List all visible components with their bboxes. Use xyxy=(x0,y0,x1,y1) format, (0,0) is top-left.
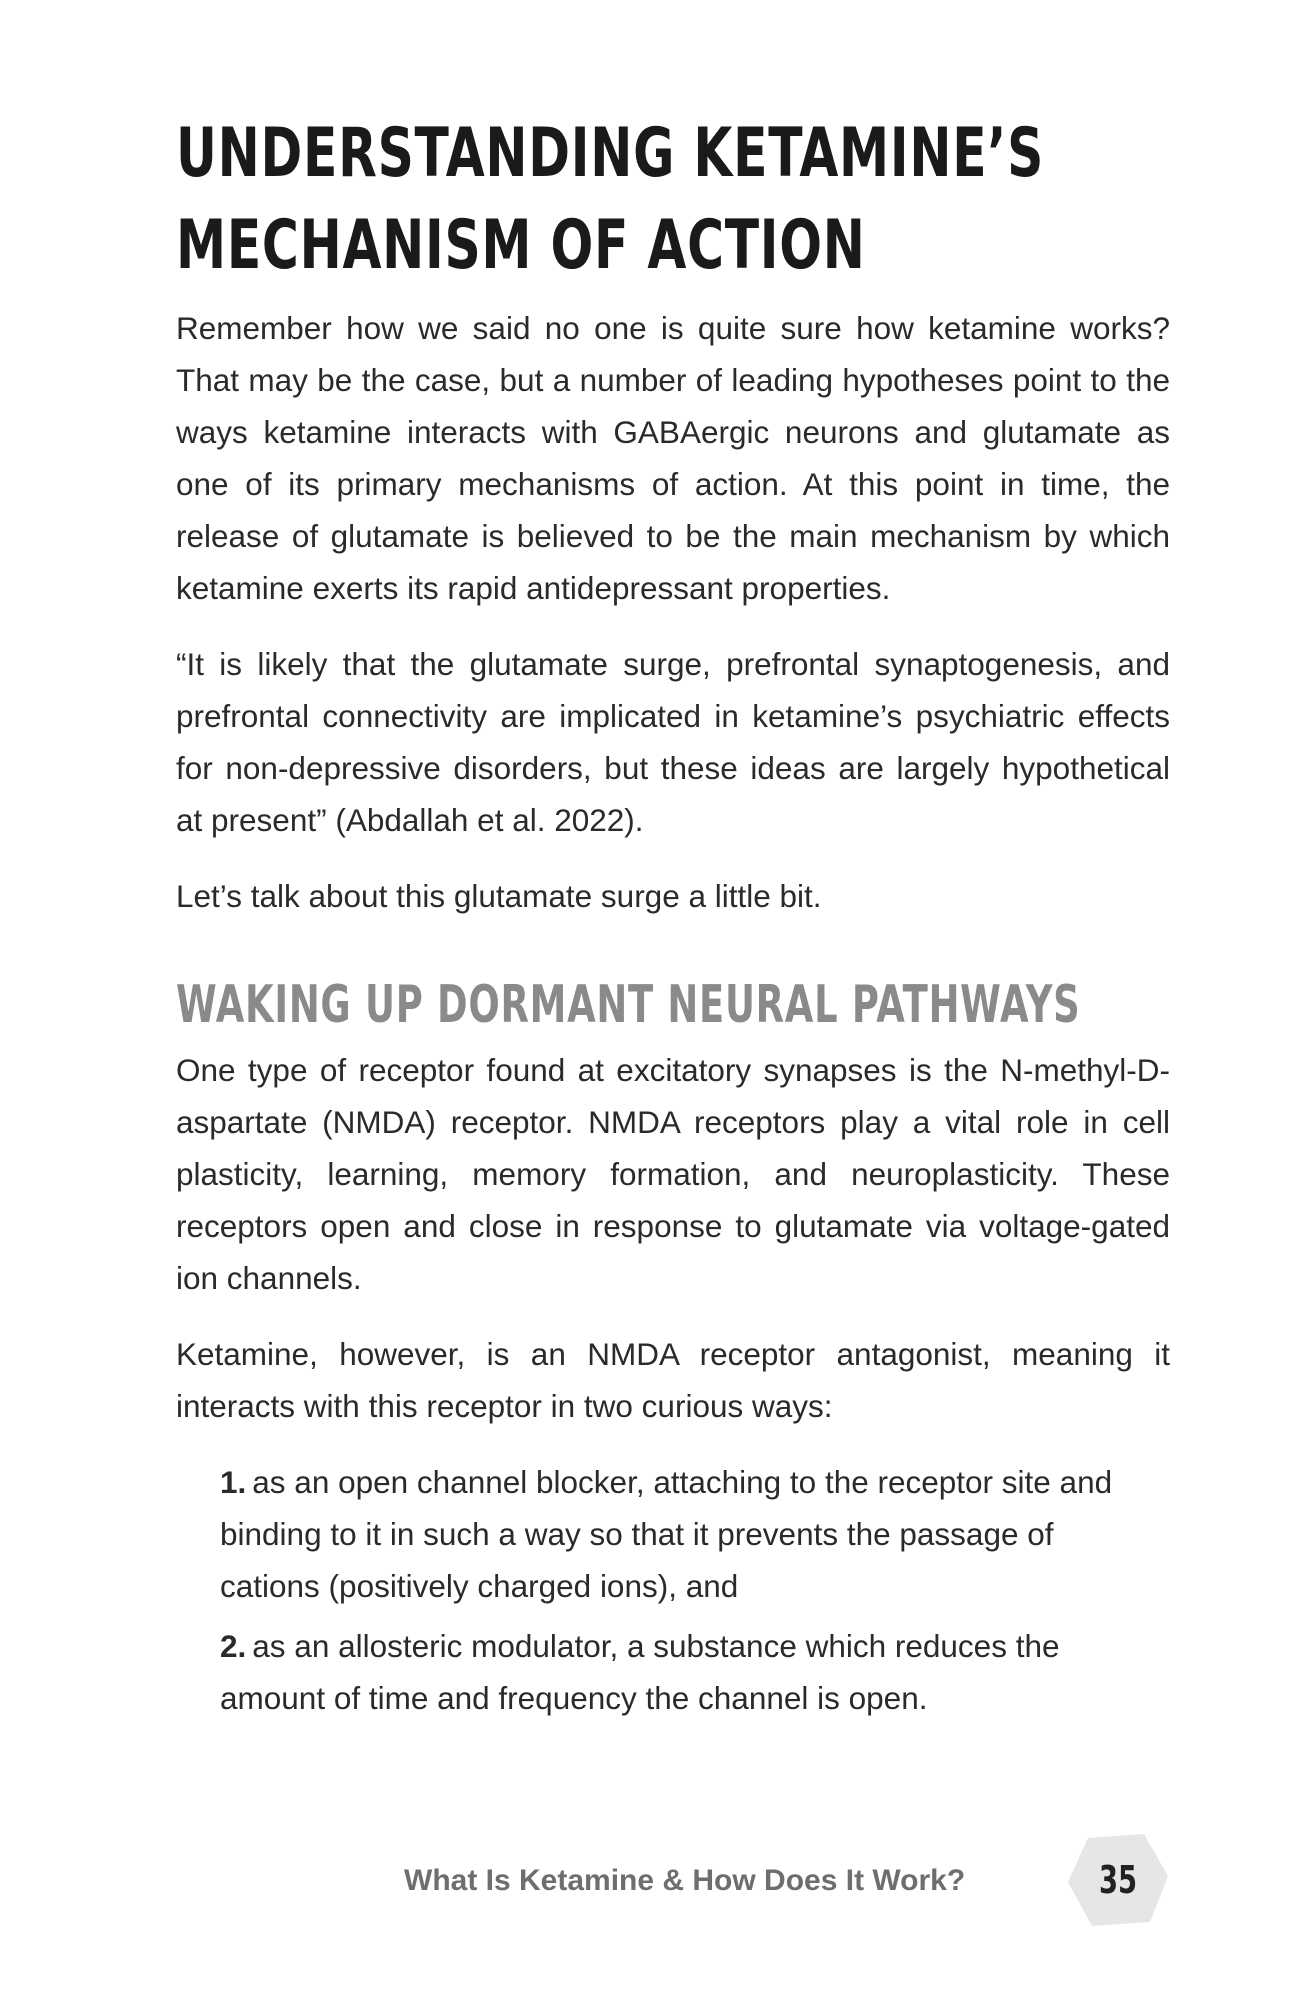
section-title-line-2: MECHANISM OF ACTION xyxy=(176,206,866,285)
page-content xyxy=(176,108,1170,1732)
subsection-header xyxy=(176,974,1170,1036)
list-item xyxy=(220,1456,1150,1612)
section-title-line-1: UNDERSTANDING KETAMINE’S xyxy=(176,114,1045,193)
list-item-number: 1. xyxy=(220,1464,247,1500)
list-item-text: as an allosteric modulator, a substance which reduces the amount of time and frequency the channel is open. xyxy=(220,1628,1060,1716)
paragraph-antagonist: Ketamine, however, is an NMDA receptor antagonist, meaning it interacts with this receptor in two curious ways: xyxy=(176,1336,1170,1424)
running-footer-title: What Is Ketamine & How Does It Work? xyxy=(404,1864,966,1897)
mechanism-list xyxy=(220,1456,1170,1724)
paragraph-intro: Remember how we said no one is quite sure how ketamine works? That may be the case, but a number of leading hypotheses point to the ways ketamine interacts with GABAergic neurons and glutamate as one of its primary mechanisms of action. At this point in time, the release of glutamate is believed to be the main mechanism by which ketamine exerts its rapid antidepressant properties. xyxy=(176,310,1170,606)
subsection-title: WAKING UP DORMANT NEURAL PATHWAYS xyxy=(176,975,1081,1035)
page-number-badge xyxy=(1066,1832,1170,1928)
paragraph-nmda: One type of receptor found at excitatory synapses is the N-methyl-D-aspartate (NMDA) receptor. NMDA receptors play a vital role in cell plasticity, learning, memory formation, and neuroplasticity. These receptors open and close in response to glutamate via voltage-gated ion channels. xyxy=(176,1052,1170,1296)
list-item-number: 2. xyxy=(220,1628,247,1664)
list-item-text: as an open channel blocker, attaching to the receptor site and binding to it in such a way so that it prevents the passage of cations (positively charged ions), and xyxy=(220,1464,1113,1604)
page-number: 35 xyxy=(1098,1858,1138,1902)
paragraph-quote: “It is likely that the glutamate surge, prefrontal synaptogenesis, and prefrontal connectivity are implicated in ketamine’s psychiatric effects for non-depressive disorders, but these ideas are largely hypothetical at present” (Abdallah et al. 2022). xyxy=(176,646,1170,838)
paragraph-transition: Let’s talk about this glutamate surge a little bit. xyxy=(176,878,822,914)
list-item xyxy=(220,1620,1150,1724)
